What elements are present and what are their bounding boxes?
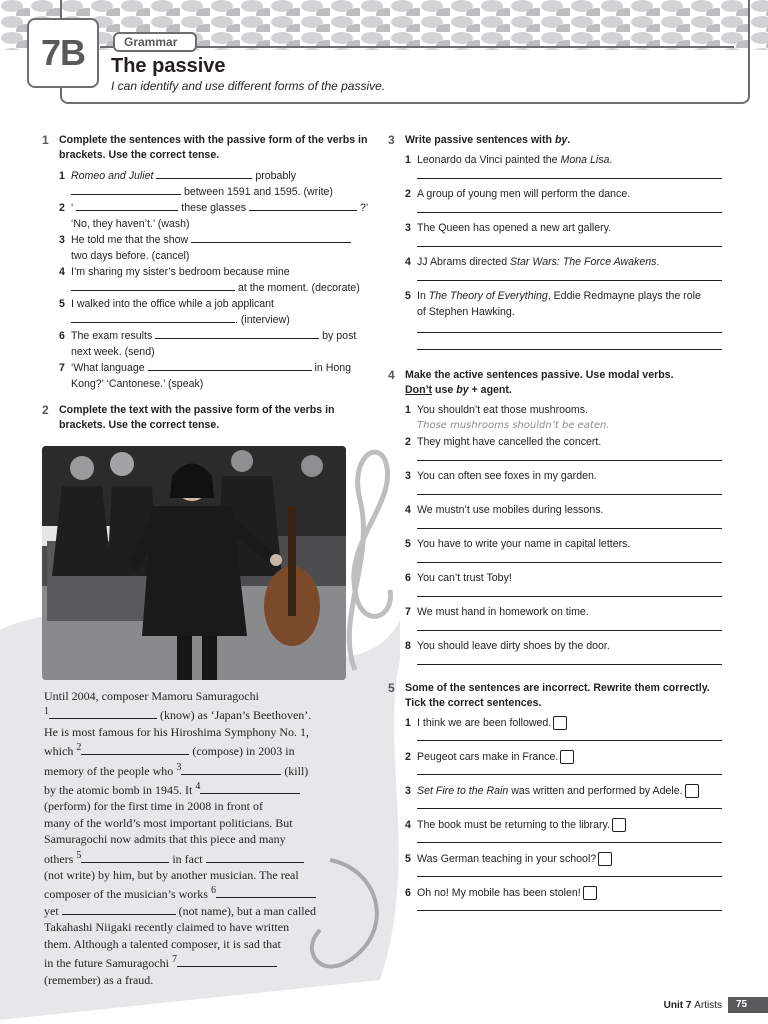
item-text: You can’t trust Toby!	[417, 572, 512, 584]
item-text: Kong?’ ‘Cantonese.’ (speak)	[71, 378, 204, 390]
exercise-number: 2	[42, 403, 49, 417]
item-number: 4	[405, 819, 411, 831]
text-line: many of the world’s most important politicians. But	[44, 815, 293, 830]
exercise-instruction: Some of the sentences are incorrect. Rewrite them correctly. Tick the correct sentences.	[405, 682, 710, 709]
item-text: The exam results	[71, 330, 153, 342]
answer-blank[interactable]	[71, 280, 235, 291]
text-line: Until 2004, composer Mamoru Samuragochi	[44, 689, 259, 703]
item-number: 4	[405, 504, 411, 516]
exercise-2-heading	[42, 403, 378, 433]
item-text: You have to write your name in capital letters.	[417, 538, 631, 550]
tick-checkbox[interactable]	[598, 852, 612, 866]
list-item	[59, 264, 378, 296]
list-item	[405, 851, 728, 867]
text-line: memory of the people who	[44, 763, 174, 778]
item-number: 6	[405, 572, 411, 584]
text-line: yet	[44, 903, 59, 918]
list-item	[405, 817, 728, 833]
text-line: in the future Samuragochi	[44, 956, 169, 971]
item-number: 2	[59, 202, 65, 214]
item-text: in Hong	[314, 362, 352, 374]
answer-blank[interactable]	[81, 852, 169, 863]
item-number: 8	[405, 640, 411, 652]
text-line: by the atomic bomb in 1945. It	[44, 783, 193, 798]
item-number: 4	[59, 266, 65, 278]
text-line: (not write) by him, but by another musician. The real	[44, 868, 299, 883]
gap-number: 1	[44, 706, 49, 718]
item-number: 5	[405, 538, 411, 550]
list-item	[405, 570, 728, 586]
answer-line[interactable]	[417, 910, 722, 911]
answer-blank[interactable]	[49, 708, 157, 719]
item-text: He told me that the show	[71, 234, 189, 246]
answer-blank[interactable]	[177, 956, 277, 967]
tick-checkbox[interactable]	[612, 818, 626, 832]
gap-number: 4	[195, 781, 201, 793]
text-line: Takahashi Niigaki recently claimed to have written	[44, 920, 290, 935]
exercise-number: 5	[388, 681, 395, 695]
learning-objective: I can identify and use different forms of the passive.	[111, 79, 386, 93]
text-line: others	[44, 851, 74, 866]
instruction-text: .	[567, 134, 571, 146]
answer-blank[interactable]	[155, 328, 319, 339]
item-text: . (interview)	[235, 314, 290, 326]
list-item	[59, 232, 378, 264]
exercise-instruction	[405, 368, 728, 398]
item-text: these glasses	[181, 202, 247, 214]
item-text: Was German teaching in your school?	[417, 853, 597, 865]
answer-blank[interactable]	[200, 783, 300, 794]
exercise-1-heading	[42, 133, 378, 163]
list-item	[59, 168, 378, 200]
text-line: (compose) in 2003 in	[192, 744, 295, 759]
exercise-number: 3	[388, 133, 395, 147]
answer-blank[interactable]	[62, 904, 176, 915]
item-text: two days before. (cancel)	[71, 250, 190, 262]
unit-badge: 7B	[27, 18, 99, 88]
tick-checkbox[interactable]	[553, 716, 567, 730]
instruction-text: by	[456, 384, 469, 396]
answer-blank[interactable]	[76, 200, 178, 211]
page-number: 75	[728, 997, 768, 1013]
gap-number: 2	[76, 742, 82, 754]
tick-checkbox[interactable]	[685, 784, 699, 798]
answer-blank[interactable]	[216, 887, 316, 898]
page-footer	[664, 996, 768, 1014]
list-item	[405, 186, 728, 202]
item-number: 3	[59, 234, 65, 246]
exercise-instruction: Complete the text with the passive form of the verbs in brackets. Use the correct tense.	[59, 404, 335, 431]
item-number: 3	[405, 470, 411, 482]
text-line: (remember) as a fraud.	[44, 972, 154, 987]
text-line: composer of the musician’s works	[44, 887, 208, 902]
answer-blank[interactable]	[191, 232, 351, 243]
item-number: 1	[405, 717, 411, 729]
list-item	[405, 152, 728, 168]
list-item	[405, 502, 728, 518]
list-item	[59, 200, 378, 232]
item-text: .	[656, 256, 660, 268]
answer-blank[interactable]	[181, 764, 281, 775]
item-number: 2	[405, 188, 411, 200]
item-text: JJ Abrams directed	[417, 256, 511, 268]
item-text: Set Fire to the Rain	[417, 785, 509, 797]
list-item	[405, 783, 728, 799]
item-number: 1	[59, 170, 65, 182]
section-tab: Grammar	[113, 32, 197, 52]
gap-number: 3	[176, 761, 182, 773]
exercise-instruction: Complete the sentences with the passive form of the verbs in brackets. Use the correct tense.	[59, 134, 368, 161]
item-number: 4	[405, 256, 411, 268]
instruction-text: Write passive sentences with	[405, 134, 555, 146]
item-text: I’m sharing my sister’s bedroom because mine	[71, 266, 290, 278]
item-text: The book must be returning to the library.	[417, 819, 610, 831]
item-text: You can often see foxes in my garden.	[417, 470, 597, 482]
text-line: Samuragochi now admits that this piece and many	[44, 832, 286, 847]
text-line: them. Although a talented composer, it is sad that	[44, 936, 281, 951]
item-text: The Theory of Everything	[428, 290, 548, 302]
item-text: Oh no! My mobile has been stolen!	[417, 887, 581, 899]
item-text: by post	[322, 330, 357, 342]
item-number: 2	[405, 436, 411, 448]
right-column	[388, 133, 728, 911]
gap-number: 6	[210, 885, 216, 897]
item-number: 6	[59, 330, 65, 342]
answer-blank[interactable]	[148, 360, 312, 371]
tick-checkbox[interactable]	[583, 886, 597, 900]
text-line: (kill)	[284, 763, 309, 778]
text-line: (not name), but a man called	[178, 903, 316, 918]
item-text: of Stephen Hawking.	[417, 306, 515, 318]
item-text: We must hand in homework on time.	[417, 606, 589, 618]
list-item	[405, 715, 728, 731]
item-text: I walked into the office while a job applicant	[71, 298, 274, 310]
item-number: 3	[405, 222, 411, 234]
answer-blank[interactable]	[249, 200, 357, 211]
exercise-number: 1	[42, 133, 49, 147]
item-text: I think we are been followed.	[417, 717, 552, 729]
answer-blank[interactable]	[71, 312, 235, 323]
text-line: which	[44, 744, 74, 759]
item-text: next week. (send)	[71, 346, 155, 358]
exercise-number: 4	[388, 368, 395, 382]
text-line: in fact	[172, 851, 203, 866]
gap-number: 5	[76, 849, 82, 861]
item-number: 5	[405, 853, 411, 865]
list-item	[405, 434, 728, 450]
footer-unit: Unit 7	[663, 999, 692, 1011]
item-text: .	[609, 154, 613, 166]
item-text: Peugeot cars make in France.	[417, 751, 559, 763]
list-item	[59, 360, 378, 392]
list-item	[405, 885, 728, 901]
item-text: A group of young men will perform the dance.	[417, 188, 631, 200]
instruction-text: + agent.	[468, 384, 512, 396]
list-item	[405, 749, 728, 765]
item-text: between 1591 and 1595. (write)	[183, 186, 333, 198]
instruction-text: use	[432, 384, 457, 396]
list-item	[405, 254, 728, 270]
item-text: probably	[255, 170, 296, 182]
item-text: ‘No, they haven’t.’ (wash)	[71, 218, 190, 230]
item-number: 1	[405, 154, 411, 166]
gap-number: 7	[171, 954, 177, 966]
answer-blank[interactable]	[71, 184, 181, 195]
composer-photo	[42, 446, 346, 680]
item-text: You shouldn’t eat those mushrooms.	[417, 404, 588, 416]
list-item	[405, 402, 728, 418]
item-number: 7	[405, 606, 411, 618]
page-title: The passive	[111, 55, 226, 77]
list-item	[405, 288, 728, 320]
item-text: The Queen has opened a new art gallery.	[417, 222, 612, 234]
left-column	[42, 133, 378, 433]
answer-blank[interactable]	[81, 744, 189, 755]
list-item	[405, 638, 728, 654]
item-number: 1	[405, 404, 411, 416]
item-text: You should leave dirty shoes by the door.	[417, 640, 610, 652]
item-number: 3	[405, 785, 411, 797]
footer-topic: Artists	[694, 999, 722, 1011]
exercise-5-heading	[388, 681, 728, 711]
tick-checkbox[interactable]	[560, 750, 574, 764]
item-text: ?’	[359, 202, 369, 214]
item-text: Mona Lisa	[560, 154, 610, 166]
item-text: They might have cancelled the concert.	[417, 436, 602, 448]
item-text: , Eddie Redmayne plays the role	[547, 290, 701, 302]
list-item	[59, 328, 378, 360]
answer-blank[interactable]	[156, 168, 252, 179]
item-text: We mustn’t use mobiles during lessons.	[417, 504, 604, 516]
footer-label	[664, 1000, 722, 1011]
item-text: Star Wars: The Force Awakens	[510, 256, 657, 268]
item-number: 5	[59, 298, 65, 310]
instruction-text: Make the active sentences passive. Use modal verbs.	[405, 369, 674, 381]
item-number: 6	[405, 887, 411, 899]
text-line: (know) as ‘Japan’s Beethoven’.	[160, 708, 312, 723]
item-number: 2	[405, 751, 411, 763]
exercise-instruction	[405, 133, 728, 148]
exercise-3-heading	[388, 133, 728, 148]
reading-text	[44, 688, 344, 988]
text-line: (perform) for the first time in 2008 in front of	[44, 799, 263, 814]
item-text: ‘What language	[71, 362, 145, 374]
instruction-text: by	[554, 134, 568, 146]
item-text: Romeo and Juliet	[71, 170, 154, 182]
list-item	[405, 220, 728, 236]
item-text: at the moment. (decorate)	[237, 282, 360, 294]
item-text: ‘	[71, 202, 74, 214]
answer-blank[interactable]	[206, 852, 304, 863]
list-item	[405, 468, 728, 484]
text-line: He is most famous for his Hiroshima Symphony No. 1,	[44, 724, 309, 739]
list-item	[405, 536, 728, 552]
list-item	[405, 604, 728, 620]
item-number: 5	[405, 290, 411, 302]
item-text: was written and performed by Adele.	[508, 785, 683, 797]
item-text: In	[417, 290, 429, 302]
example-answer: Those mushrooms shouldn’t be eaten.	[417, 420, 610, 431]
list-item	[59, 296, 378, 328]
instruction-text: Don’t	[405, 384, 433, 396]
item-number: 7	[59, 362, 65, 374]
exercise-4-heading	[388, 368, 728, 398]
item-text: Leonardo da Vinci painted the	[417, 154, 561, 166]
